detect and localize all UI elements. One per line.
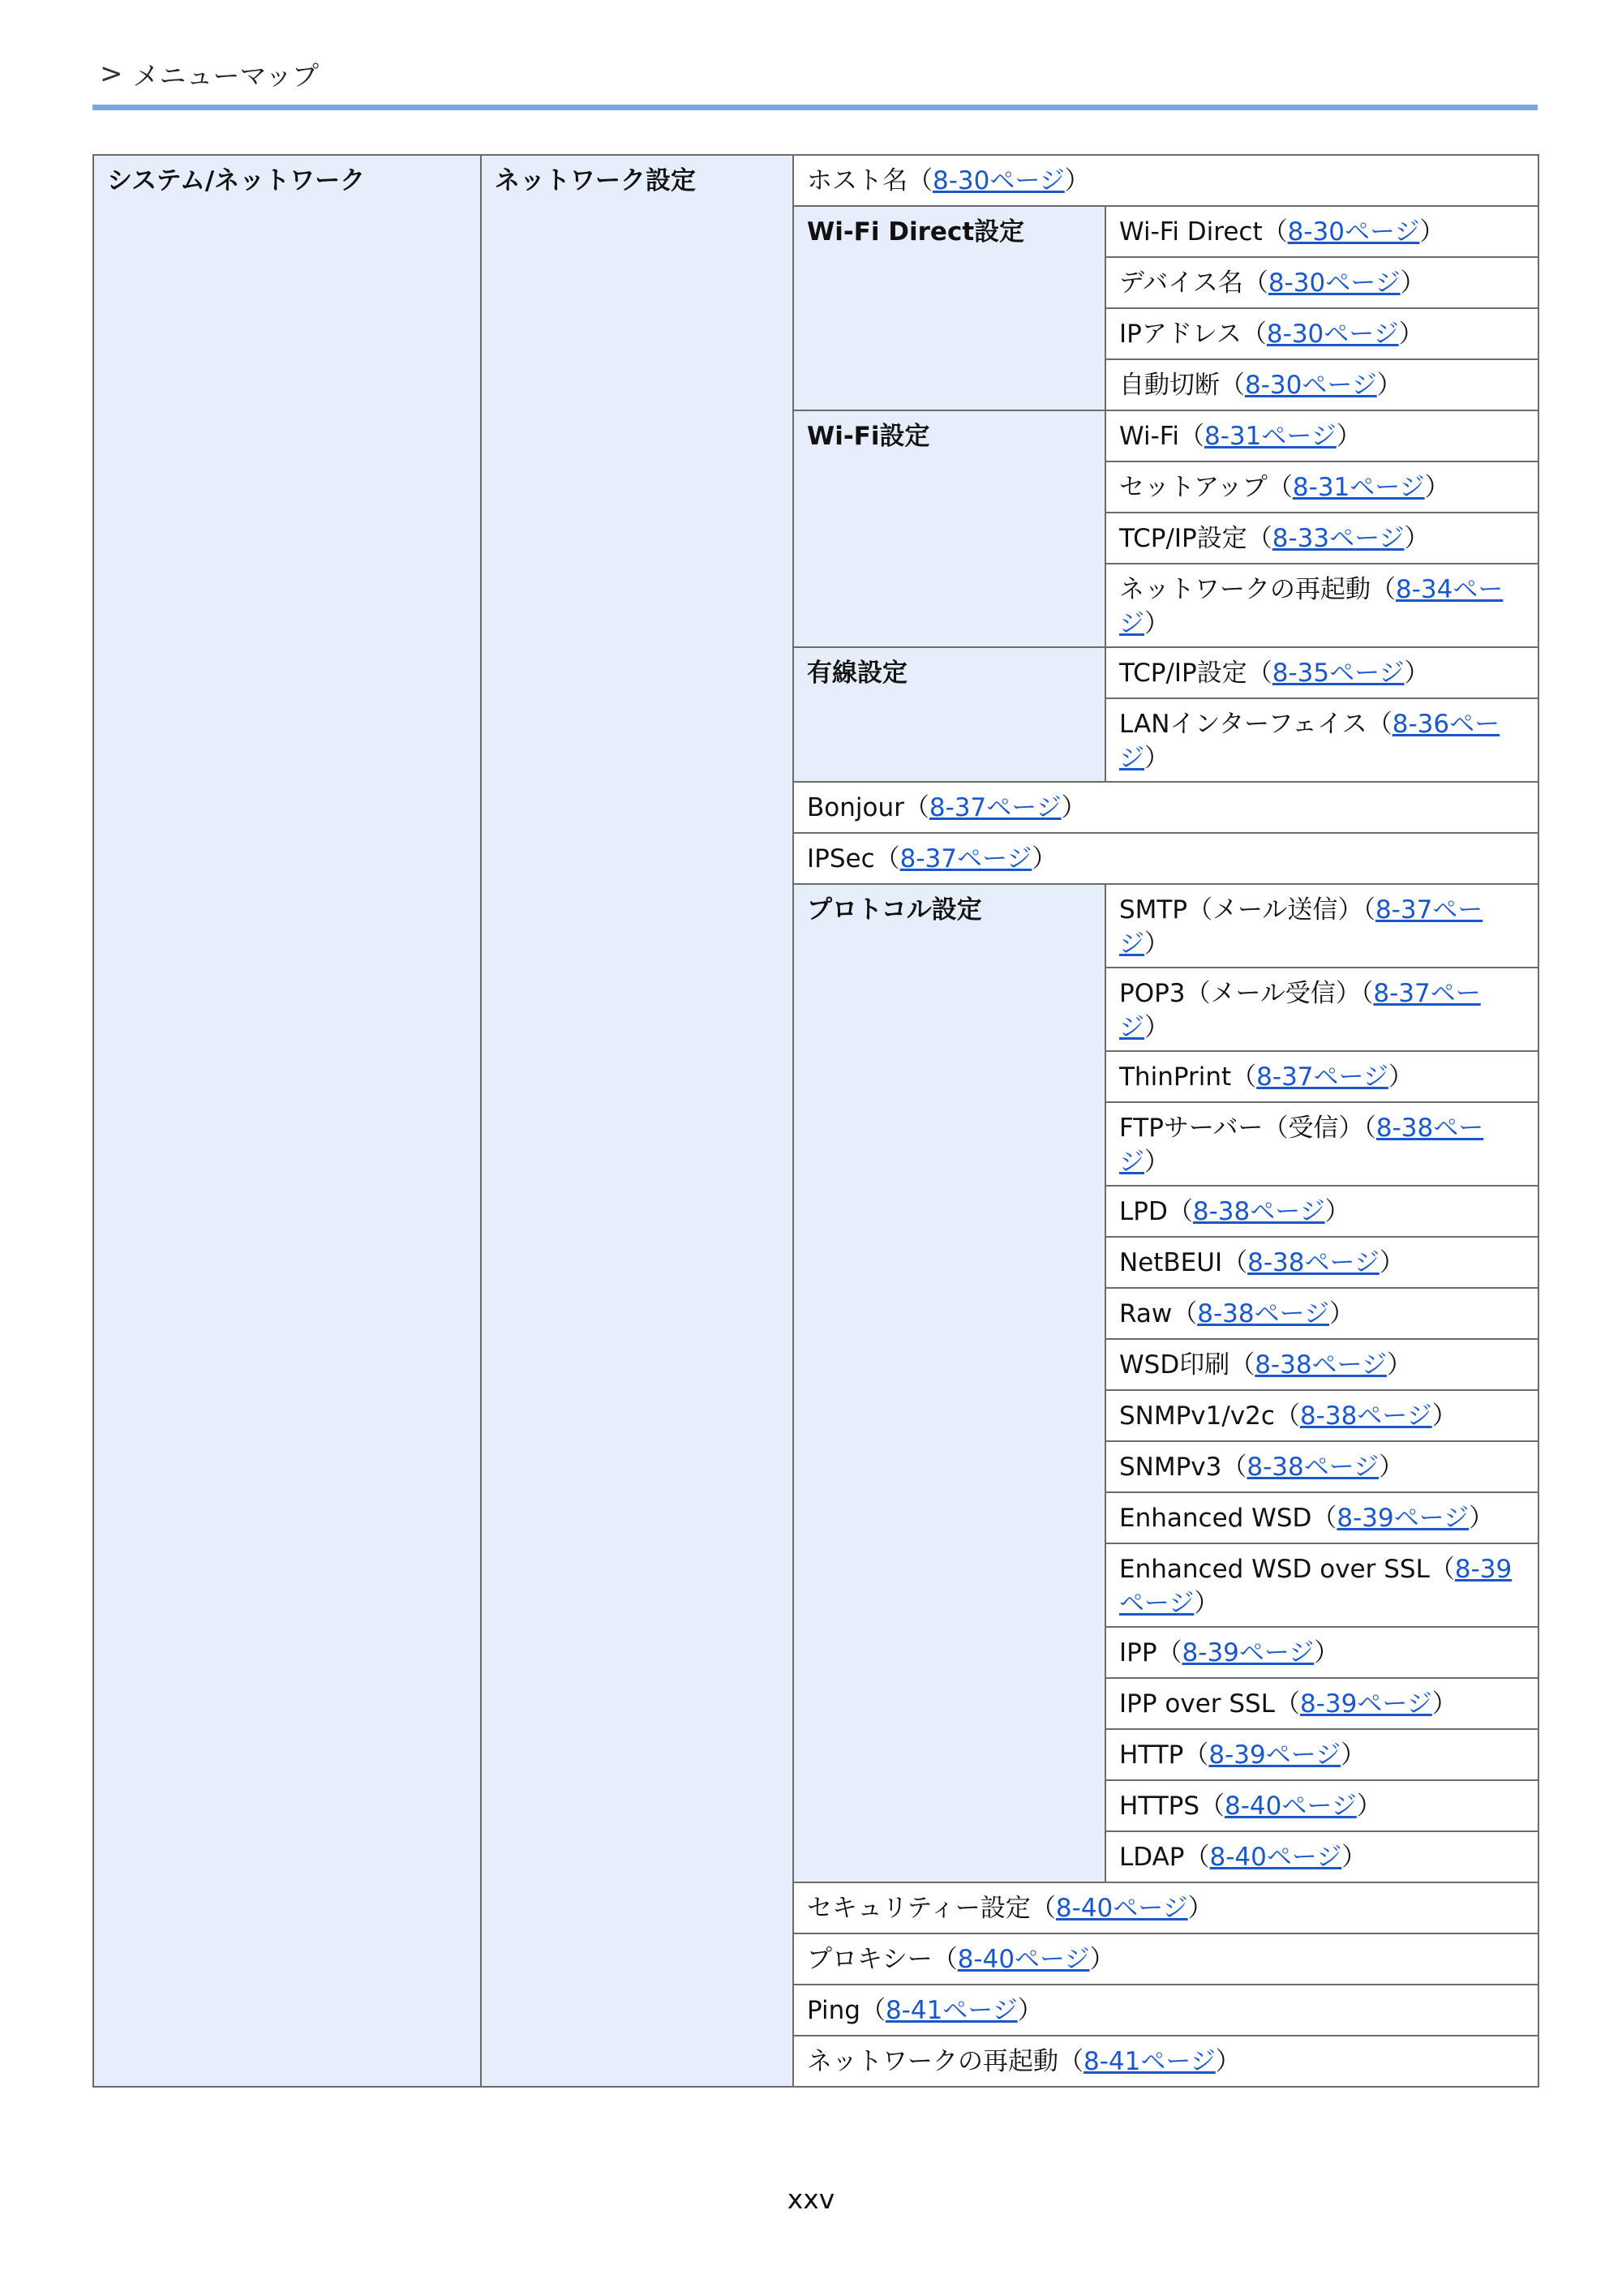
page-reference-link[interactable]: 8-37ページ: [929, 793, 1062, 822]
menu-item-label: Bonjour: [807, 793, 904, 822]
open-paren: （: [1363, 1114, 1376, 1143]
close-paren: ）: [1431, 1401, 1457, 1431]
page-reference-link[interactable]: 8-38ページ: [1299, 1401, 1432, 1431]
menu-item-label: SNMPv3: [1119, 1453, 1222, 1482]
close-paren: ）: [1400, 268, 1426, 298]
group-wired: 有線設定: [793, 647, 1105, 782]
page-reference-link[interactable]: 8-39ページ: [1119, 1555, 1513, 1618]
menu-item: [1105, 257, 1538, 308]
menu-item-label: SNMPv1/v2c: [1119, 1401, 1275, 1431]
menu-item: [1105, 1729, 1538, 1780]
close-paren: ）: [1419, 217, 1445, 247]
chevron-right-icon: >: [100, 58, 123, 90]
menu-item: [1105, 308, 1538, 359]
page-reference-link[interactable]: 8-38ページ: [1119, 1114, 1484, 1177]
open-paren: （: [1229, 1350, 1255, 1380]
menu-item-label: LPD: [1119, 1197, 1168, 1226]
open-paren: （: [932, 1945, 958, 1974]
menu-item-label: IPアドレス: [1119, 320, 1242, 349]
open-paren: （: [1262, 217, 1288, 247]
open-paren: （: [874, 844, 900, 873]
close-paren: ）: [1144, 929, 1169, 959]
close-paren: ）: [1404, 524, 1430, 553]
close-paren: ）: [1061, 793, 1087, 822]
close-paren: ）: [1341, 1843, 1367, 1872]
open-paren: （: [1220, 371, 1245, 400]
page-reference-link[interactable]: 8-37ページ: [1256, 1062, 1388, 1092]
menu-item-label: Wi-Fi Direct: [1119, 217, 1263, 247]
menu-item: [793, 1882, 1538, 1933]
menu-item-label: WSD印刷: [1119, 1350, 1230, 1380]
menu-item: [1105, 1390, 1538, 1441]
menu-item-label: デバイス名: [1119, 268, 1243, 298]
close-paren: ）: [1089, 1945, 1115, 1974]
page-reference-link[interactable]: 8-37ページ: [1119, 895, 1483, 959]
menu-item-label: SMTP（メール送信）: [1119, 895, 1363, 925]
page-reference-link[interactable]: 8-38ページ: [1255, 1350, 1387, 1380]
open-paren: （: [1275, 1689, 1300, 1719]
close-paren: ）: [1194, 1589, 1220, 1618]
open-paren: （: [1167, 1197, 1193, 1226]
page-reference-link[interactable]: 8-38ページ: [1247, 1248, 1380, 1277]
menu-item-label: HTTPS: [1119, 1792, 1200, 1821]
open-paren: （: [1058, 2047, 1083, 2076]
open-paren: （: [908, 166, 933, 195]
open-paren: （: [1222, 1248, 1248, 1277]
group-protocol: プロトコル設定: [793, 884, 1105, 1882]
menu-item: [793, 1933, 1538, 1985]
menu-item-label: Enhanced WSD over SSL: [1119, 1555, 1430, 1584]
menu-item: [1105, 1051, 1538, 1102]
open-paren: （: [1247, 659, 1272, 688]
page-reference-link[interactable]: 8-30ページ: [933, 166, 1065, 195]
open-paren: （: [1360, 979, 1374, 1008]
page-reference-link[interactable]: 8-31ページ: [1292, 473, 1425, 502]
menu-item-label: ネットワークの再起動: [807, 2047, 1058, 2076]
menu-item-label: LANインターフェイス: [1119, 710, 1367, 739]
menu-item-label: IPP over SSL: [1119, 1689, 1275, 1719]
header-rule: [92, 105, 1538, 110]
menu-item-label: Raw: [1119, 1299, 1173, 1328]
menu-item: [1105, 647, 1538, 698]
close-paren: ）: [1144, 609, 1169, 638]
menu-item-label: 自動切断: [1119, 371, 1220, 400]
page-reference-link[interactable]: 8-40ページ: [1225, 1792, 1357, 1821]
open-paren: （: [1367, 710, 1392, 739]
menu-item: [793, 1985, 1538, 2036]
group-wifi: Wi-Fi設定: [793, 410, 1105, 647]
page-reference-link[interactable]: 8-39ページ: [1337, 1504, 1470, 1533]
menu-item-label: IPP: [1119, 1638, 1157, 1667]
menu-item: [1105, 1102, 1538, 1186]
open-paren: （: [1267, 473, 1293, 502]
close-paren: ）: [1032, 844, 1058, 873]
close-paren: ）: [1064, 166, 1090, 195]
menu-item-label: ホスト名: [807, 166, 908, 195]
page-reference-link[interactable]: 8-35ページ: [1272, 659, 1405, 688]
open-paren: （: [1429, 1555, 1455, 1584]
close-paren: ）: [1398, 320, 1424, 349]
open-paren: （: [1241, 320, 1267, 349]
open-paren: （: [1231, 1062, 1257, 1092]
close-paren: ）: [1469, 1504, 1495, 1533]
menu-item: [793, 155, 1538, 206]
page-reference-link[interactable]: 8-34ページ: [1119, 575, 1504, 638]
menu-item: [1105, 206, 1538, 257]
open-paren: （: [1311, 1504, 1337, 1533]
page-reference-link[interactable]: 8-37ページ: [1119, 979, 1481, 1042]
close-paren: ）: [1379, 1248, 1405, 1277]
menu-item: [1105, 968, 1538, 1051]
menu-item: [1105, 513, 1538, 564]
menu-item-label: LDAP: [1119, 1843, 1185, 1872]
menu-item: [1105, 1186, 1538, 1237]
close-paren: ）: [1356, 1792, 1382, 1821]
menu-item: [1105, 564, 1538, 647]
close-paren: ）: [1386, 1350, 1412, 1380]
close-paren: ）: [1376, 371, 1402, 400]
open-paren: （: [1371, 575, 1396, 604]
menu-item-label: HTTP: [1119, 1740, 1184, 1770]
close-paren: ）: [1324, 1197, 1350, 1226]
menu-item: [793, 782, 1538, 833]
close-paren: ）: [1336, 422, 1362, 451]
close-paren: ）: [1388, 1062, 1414, 1092]
breadcrumb-label: メニューマップ: [132, 59, 320, 92]
menu-item: [1105, 1441, 1538, 1492]
page-reference-link[interactable]: 8-39ページ: [1182, 1638, 1315, 1667]
menu-item-label: TCP/IP設定: [1119, 659, 1247, 688]
page-reference-link[interactable]: 8-39ページ: [1208, 1740, 1341, 1770]
menu-item: [1105, 884, 1538, 968]
open-paren: （: [1247, 524, 1272, 553]
menu-item: [793, 833, 1538, 884]
breadcrumb: [100, 54, 319, 94]
close-paren: ）: [1424, 473, 1450, 502]
page-reference-link[interactable]: 8-33ページ: [1272, 524, 1405, 553]
page-reference-link[interactable]: 8-38ページ: [1197, 1299, 1329, 1328]
menu-item: [1105, 410, 1538, 461]
page-reference-link[interactable]: 8-40ページ: [1209, 1843, 1342, 1872]
menu-item: [1105, 1831, 1538, 1882]
open-paren: （: [1184, 1843, 1210, 1872]
menu-item-label: Ping: [807, 1996, 860, 2025]
menu-item-label: セキュリティー設定: [807, 1894, 1031, 1923]
group-wifi-direct: Wi-Fi Direct設定: [793, 206, 1105, 410]
page-reference-link[interactable]: 8-30ページ: [1268, 268, 1401, 298]
menu-item: [1105, 1627, 1538, 1678]
page-reference-link[interactable]: 8-39ページ: [1300, 1689, 1432, 1719]
open-paren: （: [1178, 422, 1204, 451]
menu-item-label: NetBEUI: [1119, 1248, 1223, 1277]
menu-item: [793, 2036, 1538, 2087]
menu-item: [1105, 461, 1538, 513]
page-reference-link[interactable]: 8-38ページ: [1192, 1197, 1325, 1226]
close-paren: ）: [1187, 1894, 1213, 1923]
open-paren: （: [1242, 268, 1268, 298]
open-paren: （: [1221, 1453, 1247, 1482]
menu-item-label: Enhanced WSD: [1119, 1504, 1312, 1533]
close-paren: ）: [1314, 1638, 1340, 1667]
menu-item-label: ThinPrint: [1119, 1062, 1232, 1092]
open-paren: （: [903, 793, 929, 822]
close-paren: ）: [1144, 1148, 1169, 1177]
close-paren: ）: [1215, 2047, 1241, 2076]
open-paren: （: [1156, 1638, 1182, 1667]
page-reference-link[interactable]: 8-40ページ: [957, 1945, 1090, 1974]
close-paren: ）: [1328, 1299, 1354, 1328]
page-number: xxv: [787, 2183, 835, 2215]
page-reference-link[interactable]: 8-36ページ: [1119, 710, 1500, 773]
menu-item-label: POP3（メール受信）: [1119, 979, 1361, 1008]
open-paren: （: [1183, 1740, 1209, 1770]
menu-item-label: FTPサーバー（受信）: [1119, 1114, 1364, 1143]
level2-network-settings: ネットワーク設定: [481, 155, 793, 2087]
open-paren: （: [1274, 1401, 1300, 1431]
open-paren: （: [860, 1996, 886, 2025]
close-paren: ）: [1017, 1996, 1043, 2025]
menu-item: [1105, 359, 1538, 410]
menu-item-label: ネットワークの再起動: [1119, 575, 1371, 604]
close-paren: ）: [1341, 1740, 1367, 1770]
close-paren: ）: [1431, 1689, 1457, 1719]
level1-system-network: システム/ネットワーク: [93, 155, 481, 2087]
page-reference-link[interactable]: 8-30ページ: [1266, 320, 1399, 349]
menu-item: [1105, 1237, 1538, 1288]
menu-item: [1105, 1288, 1538, 1339]
menu-item: [1105, 1678, 1538, 1729]
open-paren: （: [1199, 1792, 1225, 1821]
open-paren: （: [1362, 895, 1375, 925]
page-reference-link[interactable]: 8-40ページ: [1055, 1894, 1188, 1923]
menu-item: [1105, 698, 1538, 782]
menu-item-label: TCP/IP設定: [1119, 524, 1247, 553]
menu-item: [1105, 1780, 1538, 1831]
open-paren: （: [1172, 1299, 1198, 1328]
page-reference-link[interactable]: 8-37ページ: [899, 844, 1032, 873]
menu-item-label: Wi-Fi: [1119, 422, 1179, 451]
page-reference-link[interactable]: 8-30ページ: [1287, 217, 1420, 247]
open-paren: （: [1030, 1894, 1056, 1923]
menu-item-label: プロキシー: [807, 1945, 933, 1974]
menu-map-table: [92, 154, 1539, 2088]
menu-item-label: セットアップ: [1119, 473, 1268, 502]
close-paren: ）: [1144, 1013, 1169, 1042]
page-reference-link[interactable]: 8-30ページ: [1245, 371, 1377, 400]
page-reference-link[interactable]: 8-31ページ: [1204, 422, 1337, 451]
menu-item: [1105, 1543, 1538, 1627]
close-paren: ）: [1144, 744, 1169, 773]
close-paren: ）: [1379, 1453, 1405, 1482]
page-reference-link[interactable]: 8-38ページ: [1247, 1453, 1380, 1482]
page-reference-link[interactable]: 8-41ページ: [885, 1996, 1018, 2025]
page-reference-link[interactable]: 8-41ページ: [1083, 2047, 1216, 2076]
menu-item: [1105, 1492, 1538, 1543]
menu-item-label: IPSec: [807, 844, 875, 873]
menu-item: [1105, 1339, 1538, 1390]
close-paren: ）: [1404, 659, 1430, 688]
